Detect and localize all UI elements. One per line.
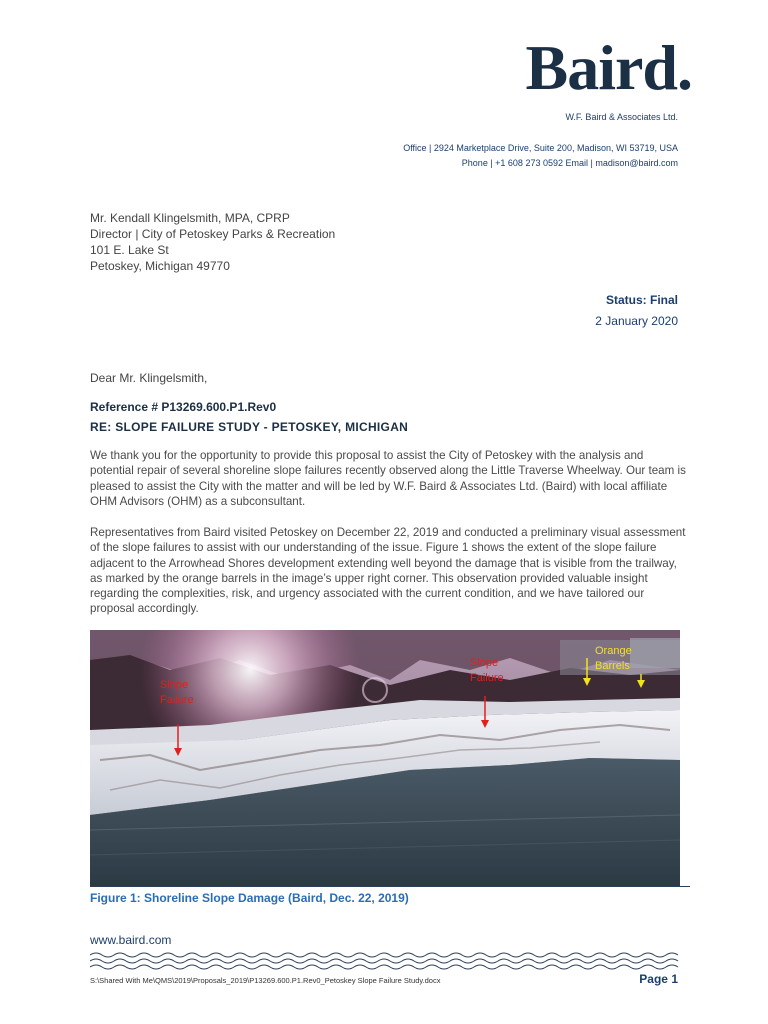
subject-line: RE: SLOPE FAILURE STUDY - PETOSKEY, MICHIGAN [90,420,409,434]
recipient-address [90,210,335,274]
reference-number: Reference # P13269.600.P1.Rev0 [90,400,277,414]
page-number: Page 1 [639,972,678,986]
recipient-name: Mr. Kendall Klingelsmith, MPA, CPRP [90,211,290,225]
body-paragraph-1: We thank you for the opportunity to provide this proposal to assist the City of Petoskey with the analysis and potential repair of several shoreline slope failures recently observed along the Little Traverse Wheelway. Our team is pleased to assist the City with the matter and will be led by W.F. Baird & Associates Ltd. (Baird) with local affiliate OHM Advisors (OHM) as a subconsultant. [90,449,686,508]
recipient-city: Petoskey, Michigan 49770 [90,259,230,273]
recipient-title: Director | City of Petoskey Parks & Recreation [90,227,336,241]
annotation-left-line2: Failure [160,694,194,706]
annotation-right-line1: Orange [595,645,632,657]
salutation: Dear Mr. Klingelsmith, [90,371,208,385]
office-address: Office | 2924 Marketplace Drive, Suite 200, Madison, WI 53719, USA [403,143,678,153]
body-paragraph-2: Representatives from Baird visited Petoskey on December 22, 2019 and conducted a preliminary visual assessment of the slope failures to assist with our understanding of the issue. Figure 1 shows the extent of the slope failure adjacent to the Arrowhead Shores development extending well beyond the damage that is visible from the trailway, as marked by the orange barrels in the image’s upper right corner. This observation provided valuable insight regarding the complexities, risk, and urgency associated with the current condition, and we have tailored our proposal accordingly. [90,526,686,616]
annotation-left-line1: Slope [160,679,189,691]
wave-divider [90,950,680,970]
contact-info: Phone | +1 608 273 0592 Email | madison@baird.com [461,158,678,168]
company-name: W.F. Baird & Associates Ltd. [565,112,678,122]
baird-logo: Baird. [525,32,692,103]
annotation-mid-line2: Failure [470,672,504,684]
figure-caption: Figure 1: Shoreline Slope Damage (Baird, Dec. 22, 2019) [90,891,409,905]
document-date: 2 January 2020 [595,314,678,328]
annotation-right-line2: Barrels [595,660,630,672]
website-link[interactable]: www.baird.com [90,933,172,947]
shoreline-photo [90,630,680,886]
annotation-mid-line1: Slope [470,657,499,669]
recipient-street: 101 E. Lake St [90,243,169,257]
footer-file-path: S:\Shared With Me\QMS\2019\Proposals_2019\P13269.600.P1.Rev0_Petoskey Slope Failure Study.docx [90,976,441,985]
document-status: Status: Final [605,293,678,307]
figure-rule [90,886,690,887]
